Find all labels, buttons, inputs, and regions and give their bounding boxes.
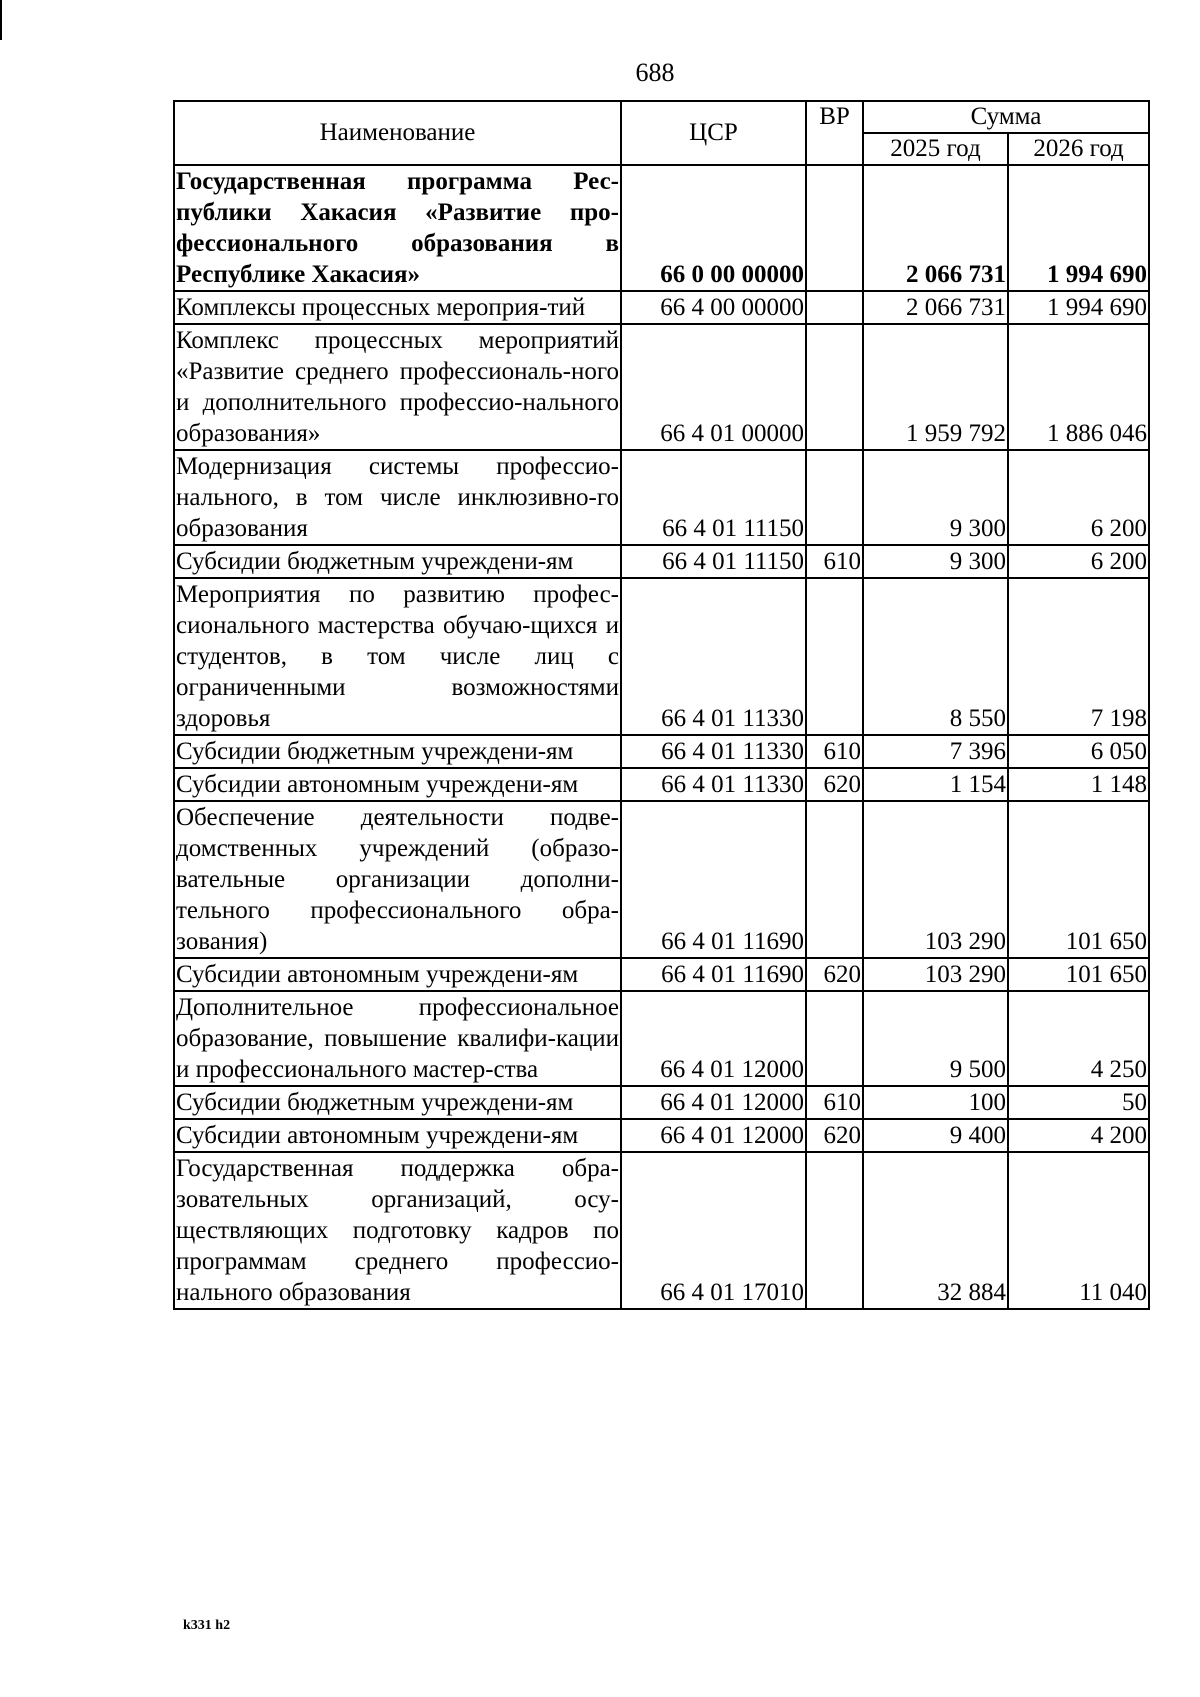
row-csr: 66 4 01 12000 xyxy=(621,1119,806,1152)
row-sum-2026: 1 994 690 xyxy=(1008,165,1149,291)
row-csr: 66 4 01 11690 xyxy=(621,958,806,991)
row-sum-2026: 7 198 xyxy=(1008,578,1149,735)
row-csr: 66 4 01 11150 xyxy=(621,450,806,545)
row-sum-2025: 7 396 xyxy=(863,735,1008,768)
row-sum-2025: 9 500 xyxy=(863,991,1008,1086)
row-sum-2026: 4 250 xyxy=(1008,991,1149,1086)
row-csr: 66 4 01 11330 xyxy=(621,768,806,801)
row-sum-2026: 50 xyxy=(1008,1086,1149,1119)
page-number: 688 xyxy=(635,58,675,87)
table-row xyxy=(174,991,1149,1086)
row-sum-2025: 9 300 xyxy=(863,545,1008,578)
row-vr: 610 xyxy=(806,735,863,768)
row-vr: 610 xyxy=(806,545,863,578)
row-sum-2026: 101 650 xyxy=(1008,801,1149,958)
row-csr: 66 4 00 00000 xyxy=(621,291,806,324)
row-sum-2025: 100 xyxy=(863,1086,1008,1119)
scan-edge-mark xyxy=(0,0,2,40)
table-body xyxy=(174,165,1149,1309)
table-row xyxy=(174,1086,1149,1119)
row-name: Модернизация системы профессио-нального, в том числе инклюзивно-го образования xyxy=(174,450,621,545)
row-name: Дополнительное профессиональное образование, повышение квалифи-кации и профессионального мастер-ства xyxy=(174,991,621,1086)
row-csr: 66 4 01 11150 xyxy=(621,545,806,578)
row-sum-2025: 9 300 xyxy=(863,450,1008,545)
row-csr: 66 4 01 11330 xyxy=(621,578,806,735)
row-csr: 66 4 01 12000 xyxy=(621,1086,806,1119)
row-vr xyxy=(806,991,863,1086)
row-csr: 66 0 00 00000 xyxy=(621,165,806,291)
row-sum-2025: 1 154 xyxy=(863,768,1008,801)
table-row xyxy=(174,1152,1149,1309)
row-sum-2026: 6 200 xyxy=(1008,545,1149,578)
row-sum-2026: 101 650 xyxy=(1008,958,1149,991)
row-vr: 610 xyxy=(806,1086,863,1119)
row-name: Мероприятия по развитию профес-сионального мастерства обучаю-щихся и студентов, в том числе лиц с ограниченными возможностями здоровья xyxy=(174,578,621,735)
table-row xyxy=(174,801,1149,958)
row-vr xyxy=(806,291,863,324)
table-row xyxy=(174,450,1149,545)
row-vr: 620 xyxy=(806,958,863,991)
row-sum-2025: 8 550 xyxy=(863,578,1008,735)
row-name: Государственная программа Рес-публики Хакасия «Развитие про-фессионального образования в Республике Хакасия» xyxy=(174,165,621,291)
row-name: Субсидии автономным учреждени-ям xyxy=(174,768,621,801)
row-vr xyxy=(806,578,863,735)
row-sum-2026: 6 050 xyxy=(1008,735,1149,768)
row-sum-2026: 1 994 690 xyxy=(1008,291,1149,324)
header-csr: ЦСР xyxy=(621,101,806,165)
row-name: Субсидии бюджетным учреждени-ям xyxy=(174,735,621,768)
table-row xyxy=(174,324,1149,450)
row-sum-2026: 6 200 xyxy=(1008,450,1149,545)
table-row xyxy=(174,291,1149,324)
table-row xyxy=(174,545,1149,578)
row-sum-2026: 1 886 046 xyxy=(1008,324,1149,450)
row-vr: 620 xyxy=(806,768,863,801)
row-sum-2025: 2 066 731 xyxy=(863,165,1008,291)
row-vr xyxy=(806,801,863,958)
table-row xyxy=(174,1119,1149,1152)
row-vr: 620 xyxy=(806,1119,863,1152)
row-sum-2026: 4 200 xyxy=(1008,1119,1149,1152)
row-vr xyxy=(806,165,863,291)
header-name: Наименование xyxy=(174,101,621,165)
header-vr: ВР xyxy=(806,101,863,165)
row-csr: 66 4 01 12000 xyxy=(621,991,806,1086)
row-csr: 66 4 01 00000 xyxy=(621,324,806,450)
row-name: Субсидии автономным учреждени-ям xyxy=(174,1119,621,1152)
header-year-2025: 2025 год xyxy=(863,133,1008,165)
budget-table xyxy=(173,100,1150,1310)
row-name: Комплекс процессных мероприятий «Развитие среднего профессиональ-ного и дополнительного профессио-нального образования» xyxy=(174,324,621,450)
row-name: Обеспечение деятельности подве-домственных учреждений (образо-вательные организации дополни-тельного профессионального обра-зования) xyxy=(174,801,621,958)
row-vr xyxy=(806,1152,863,1309)
table-row xyxy=(174,165,1149,291)
row-sum-2026: 1 148 xyxy=(1008,768,1149,801)
row-name: Субсидии бюджетным учреждени-ям xyxy=(174,1086,621,1119)
row-name: Комплексы процессных мероприя-тий xyxy=(174,291,621,324)
row-sum-2025: 103 290 xyxy=(863,801,1008,958)
row-name: Субсидии автономным учреждени-ям xyxy=(174,958,621,991)
footer-code: k331 h2 xyxy=(183,1618,231,1633)
row-csr: 66 4 01 11330 xyxy=(621,735,806,768)
header-year-2026: 2026 год xyxy=(1008,133,1149,165)
row-name: Субсидии бюджетным учреждени-ям xyxy=(174,545,621,578)
row-sum-2025: 103 290 xyxy=(863,958,1008,991)
row-sum-2025: 2 066 731 xyxy=(863,291,1008,324)
table-row xyxy=(174,578,1149,735)
row-vr xyxy=(806,450,863,545)
table-row xyxy=(174,768,1149,801)
row-sum-2025: 1 959 792 xyxy=(863,324,1008,450)
row-sum-2025: 9 400 xyxy=(863,1119,1008,1152)
table-row xyxy=(174,735,1149,768)
row-vr xyxy=(806,324,863,450)
row-csr: 66 4 01 11690 xyxy=(621,801,806,958)
table-row xyxy=(174,958,1149,991)
header-sum: Сумма xyxy=(863,101,1149,133)
row-csr: 66 4 01 17010 xyxy=(621,1152,806,1309)
row-sum-2025: 32 884 xyxy=(863,1152,1008,1309)
table-header-row xyxy=(174,101,1149,133)
row-sum-2026: 11 040 xyxy=(1008,1152,1149,1309)
row-name: Государственная поддержка обра-зовательных организаций, осу-ществляющих подготовку кадров по программам среднего профессио-нального образования xyxy=(174,1152,621,1309)
